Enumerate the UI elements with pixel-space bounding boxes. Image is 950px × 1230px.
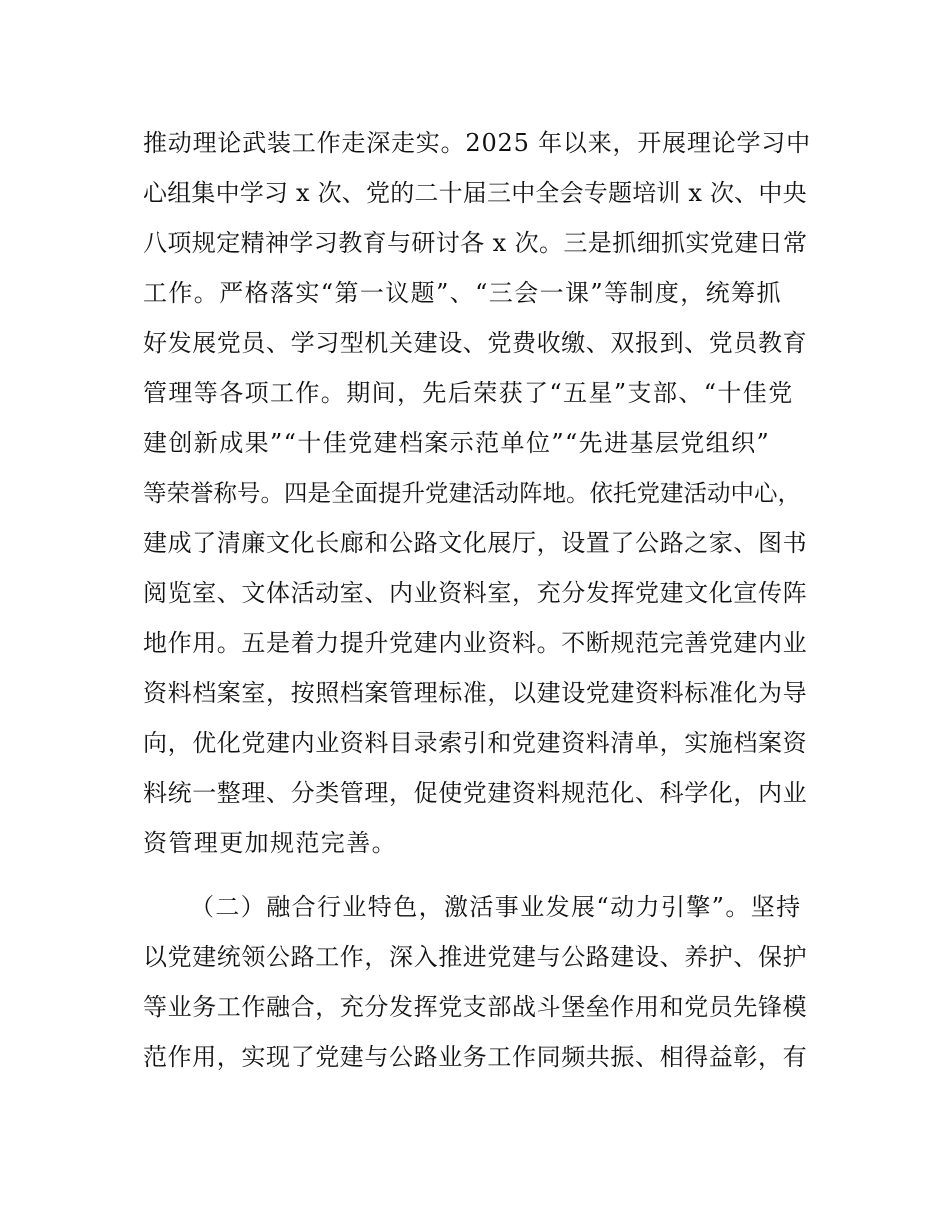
text-line: 等荣誉称号。四是全面提升党建活动阵地。依托党建活动中心， — [143, 479, 801, 507]
text-line: 范作用，实现了党建与公路业务工作同频共振、相得益彰，有 — [143, 1043, 808, 1071]
text-line: 以党建统领公路工作，深入推进党建与公路建设、养护、保护 — [143, 943, 808, 971]
text-line: 八项规定精神学习教育与研讨各 x 次。三是抓细抓实党建日常 — [143, 229, 808, 257]
text-line: 工作。严格落实“第一议题”、“三会一课”等制度，统筹抓 — [143, 279, 782, 307]
text-line: 建成了清廉文化长廊和公路文化展厅，设置了公路之家、图书 — [143, 529, 808, 557]
text-line: 好发展党员、学习型机关建设、党费收缴、双报到、党员教育 — [143, 329, 808, 357]
text-line: 资管理更加规范完善。 — [143, 829, 397, 857]
text-line: 料统一整理、分类管理，促使党建资料规范化、科学化，内业 — [143, 779, 808, 807]
text-line: 地作用。五是着力提升党建内业资料。不断规范完善党建内业 — [143, 629, 808, 657]
text-line: 阅览室、文体活动室、内业资料室，充分发挥党建文化宣传阵 — [143, 579, 808, 607]
text-line: 心组集中学习 x 次、党的二十届三中全会专题培训 x 次、中央 — [143, 179, 807, 207]
section-heading-line: （二）融合行业特色，激活事业发展“动力引擎”。坚持 — [190, 893, 802, 921]
text-line: 建创新成果”“十佳党建档案示范单位”“先进基层党组织” — [143, 429, 771, 457]
text-line: 向，优化党建内业资料目录索引和党建资料清单，实施档案资 — [143, 729, 808, 757]
text-line: 等业务工作融合，充分发挥党支部战斗堡垒作用和党员先锋模 — [143, 993, 808, 1021]
text-line: 资料档案室，按照档案管理标准，以建设党建资料标准化为导 — [143, 679, 808, 707]
text-line: 推动理论武装工作走深走实。2025 年以来，开展理论学习中 — [143, 129, 811, 157]
text-line: 管理等各项工作。期间，先后荣获了“五星”支部、“十佳党 — [143, 379, 794, 407]
